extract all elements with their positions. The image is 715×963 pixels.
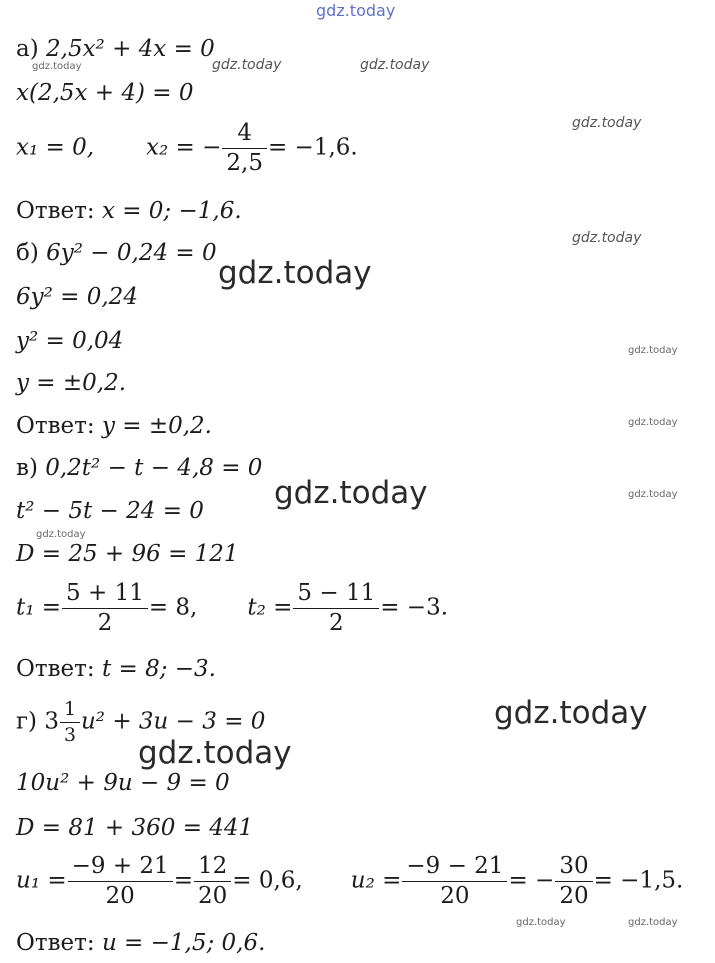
watermark-large: gdz.today (274, 475, 428, 511)
line-a-factored: x(2,5x + 4) = 0 (16, 80, 194, 106)
line-b-answer: Ответ: y = ±0,2. (16, 413, 212, 439)
line-v-roots: t₁ = $\frac{5 + 11}{2}$ = 8, t₂ = $\frac{5 - 11}{2}$ = −3. (16, 580, 449, 636)
watermark-small: gdz.today (32, 61, 82, 72)
watermark-large: gdz.today (494, 695, 648, 731)
watermark-medium: gdz.today (360, 57, 430, 73)
line-g-discriminant: D = 81 + 360 = 441 (16, 815, 254, 841)
line-g-step1: 10u² + 9u − 9 = 0 (16, 770, 230, 796)
line-g-roots: u₁ = $\frac{-9 + 21}{20}$ = $\frac{12}{20}$ = 0,6, u₂ = $\frac{-9 - 21}{20}$ = − $\frac{30}{20}$ = −1,5. (16, 853, 684, 909)
line-g-equation: г) 3 $\frac{1}{3}$ u² + 3u − 3 = 0 (16, 698, 266, 746)
watermark-medium: gdz.today (212, 57, 282, 73)
watermark-small: gdz.today (36, 529, 86, 540)
line-g-answer: Ответ: u = −1,5; 0,6. (16, 930, 266, 956)
line-v-equation: в) 0,2t² − t − 4,8 = 0 (16, 455, 263, 481)
line-v-answer: Ответ: t = 8; −3. (16, 656, 216, 682)
line-b-step2: y² = 0,04 (16, 328, 124, 354)
watermark-small: gdz.today (628, 917, 678, 928)
line-v-step1: t² − 5t − 24 = 0 (16, 498, 204, 524)
line-a-answer: Ответ: x = 0; −1,6. (16, 198, 242, 224)
watermark-medium: gdz.today (572, 230, 642, 246)
watermark-small: gdz.today (628, 489, 678, 500)
watermark-small: gdz.today (628, 417, 678, 428)
watermark-large: gdz.today (218, 255, 372, 291)
line-b-step3: y = ±0,2. (16, 370, 127, 396)
watermark-top: gdz.today (316, 1, 396, 20)
line-v-discriminant: D = 25 + 96 = 121 (16, 541, 239, 567)
watermark-small: gdz.today (628, 345, 678, 356)
line-a-roots: x₁ = 0, x₂ = − $\frac{4}{2,5}$ = −1,6. (16, 120, 358, 176)
line-b-step1: 6y² = 0,24 (16, 284, 138, 310)
line-b-equation: б) 6y² − 0,24 = 0 (16, 240, 217, 266)
watermark-small: gdz.today (516, 917, 566, 928)
watermark-medium: gdz.today (572, 115, 642, 131)
line-a-equation: а) 2,5x² + 4x = 0 (16, 36, 215, 62)
watermark-large: gdz.today (138, 735, 292, 771)
